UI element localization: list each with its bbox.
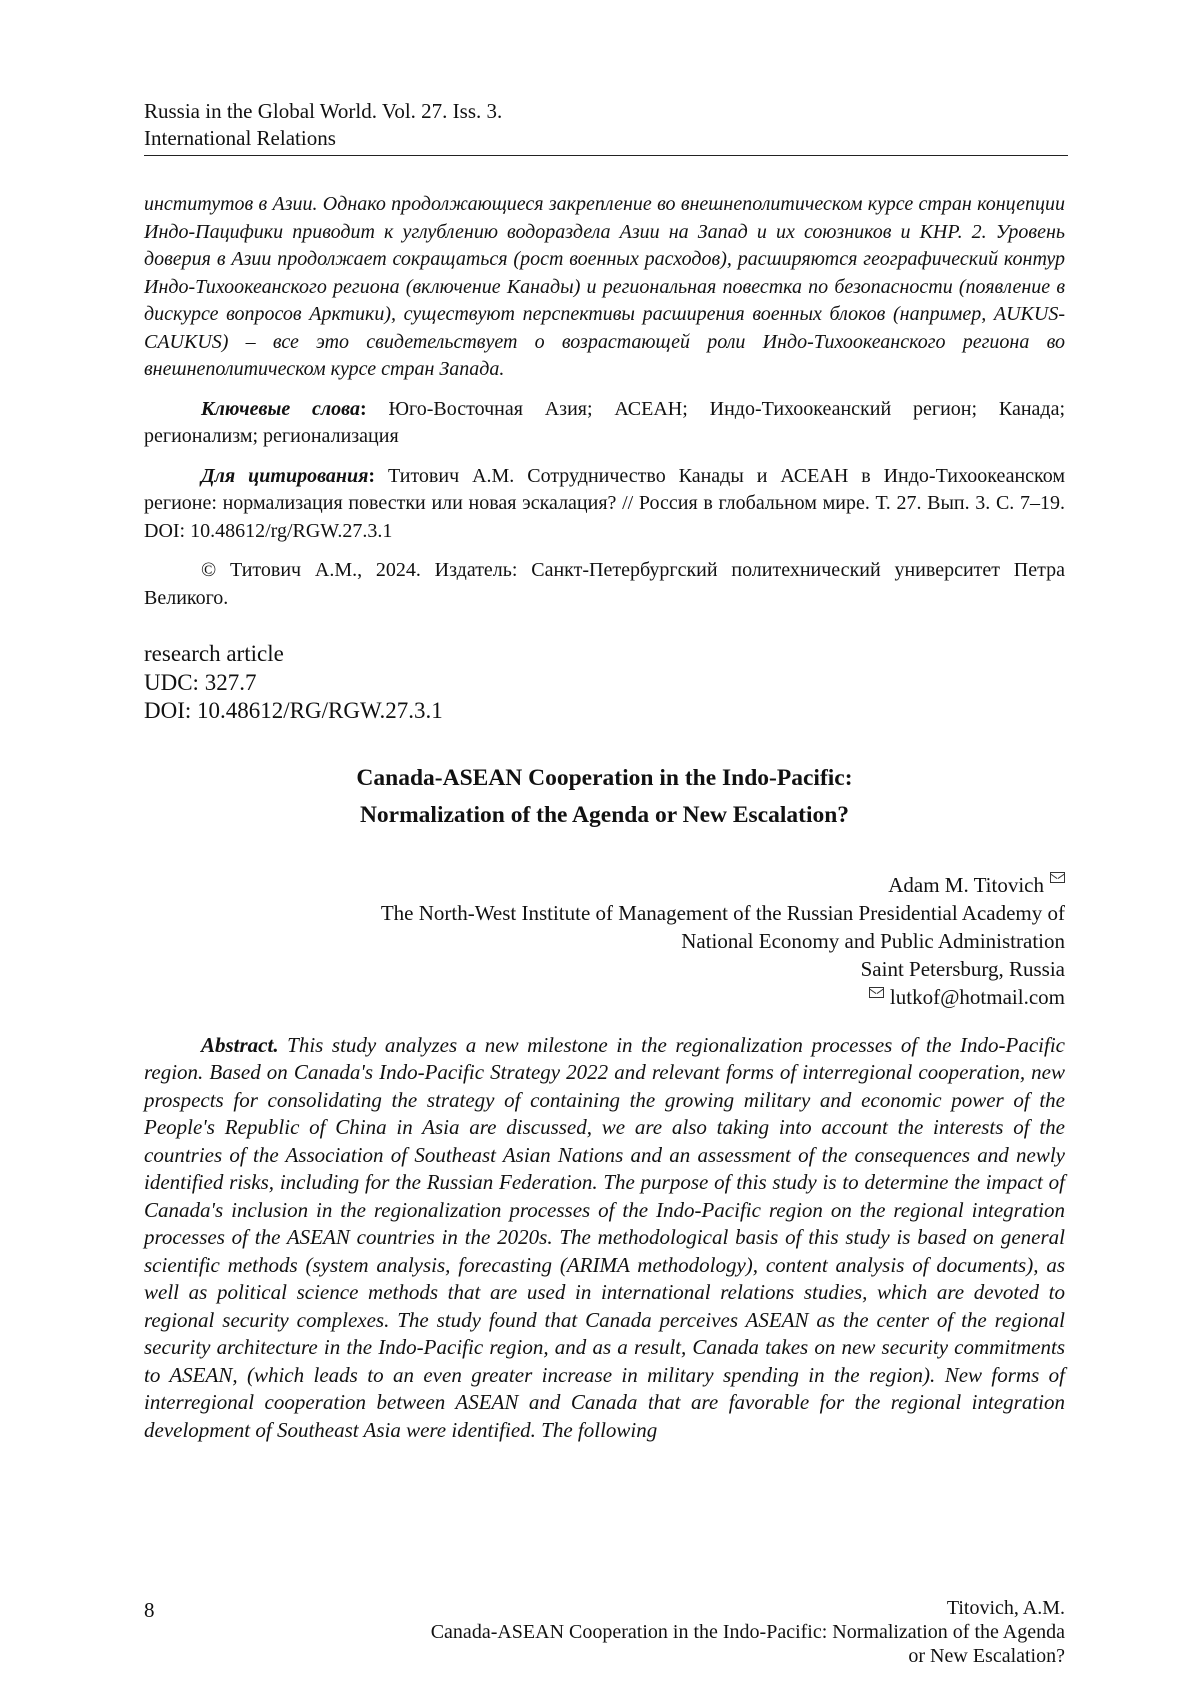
running-header — [144, 98, 1068, 156]
title-line-1: Canada-ASEAN Cooperation in the Indo-Pacific: — [356, 764, 853, 791]
page-number: 8 — [144, 1598, 155, 1622]
page-content — [144, 191, 1065, 1444]
russian-abstract-tail: институтов в Азии. Однако продолжающиеся закрепление во внешнеполитическом курсе стран концепции Индо-Пацифики приводит к углублению водораздела Азии на Запад и их союзников и КНР. 2. Уровень доверия в Азии продолжает сокращаться (рост военных расходов), расширяются географический контур Индо-Тихоокеанского региона (включение Канады) и региональная повестка по безопасности (появление в дискурсе вопросов Арктики), существуют перспективы расширения военных блоков (например, AUKUS-CAUKUS) – все это свидетельствует о возрастающей роли Индо-Тихоокеанского региона во внешнеполитическом курсе стран Запада. — [144, 193, 1065, 380]
footer-title-line-2: or New Escalation? — [908, 1645, 1065, 1667]
russian-keywords — [144, 396, 1065, 451]
running-footer — [144, 1596, 1065, 1668]
russian-copyright: © Титович А.М., 2024. Издатель: Санкт-Петербургский политехнический университет Петра Великого. — [144, 559, 1065, 609]
author-name: Adam M. Titovich — [888, 872, 1044, 897]
envelope-icon — [869, 987, 884, 998]
abstract-label: Abstract. — [201, 1032, 279, 1057]
author-block — [144, 871, 1065, 1011]
citation-label: Для цитирования — [201, 464, 369, 487]
article-title — [144, 760, 1065, 834]
author-affiliation-2: National Economy and Public Administration — [681, 928, 1065, 953]
keywords-label: Ключевые слова — [201, 397, 360, 420]
english-abstract — [144, 1032, 1065, 1445]
keywords-colon: : — [360, 397, 367, 420]
footer-author: Titovich, A.M. — [946, 1597, 1065, 1619]
envelope-icon — [1050, 872, 1065, 883]
article-type: research article — [144, 641, 284, 666]
journal-name: Russia in the Global World. Vol. 27. Iss. 3. — [144, 99, 503, 123]
article-meta — [144, 640, 1065, 726]
title-line-2: Normalization of the Agenda or New Escalation? — [359, 801, 850, 828]
citation-colon: : — [368, 464, 376, 487]
keywords-text: Юго-Восточная Азия; АСЕАН; Индо-Тихоокеанский регион; Канада; регионализм; регионализация — [144, 397, 1066, 447]
author-location: Saint Petersburg, Russia — [860, 956, 1065, 981]
author-affiliation-1: The North-West Institute of Management of the Russian Presidential Academy of — [380, 900, 1065, 925]
russian-citation — [144, 463, 1065, 546]
author-email[interactable]: lutkof@hotmail.com — [889, 984, 1065, 1009]
article-doi: DOI: 10.48612/RG/RGW.27.3.1 — [144, 698, 443, 723]
abstract-text: This study analyzes a new milestone in the regionalization processes of the Indo-Pacific region. Based on Canada's Indo-Pacific Strategy 2022 and relevant forms of interregional cooperation, new prospects for consolidating the strategy of containing the growing military and economic power of the People's Republic of China in Asia are discussed, we are also taking into account the interests of the countries of the Association of Southeast Asian Nations and an assessment of the consequences and newly identified risks, including for the Russian Federation. The purpose of this study is to determine the impact of Canada's inclusion in the regionalization processes of the Indo-Pacific region on the regional integration processes of the ASEAN countries in the 2020s. The methodological basis of this study is based on general scientific methods (system analysis, forecasting (ARIMA methodology), content analysis of documents), as well as political science methods that are used in international relations studies, which are devoted to regional security complexes. The study found that Canada perceives ASEAN as the center of the regional security architecture in the Indo-Pacific region, and as a result, Canada takes on new security commitments to ASEAN, (which leads to an even greater increase in military spending in the region). New forms of interregional cooperation between ASEAN and Canada that are favorable for the regional integration development of Southeast Asia were identified. The following — [144, 1032, 1065, 1442]
footer-title-line-1: Canada-ASEAN Cooperation in the Indo-Pacific: Normalization of the Agenda — [430, 1621, 1065, 1643]
journal-section: International Relations — [144, 126, 336, 150]
article-udc: UDC: 327.7 — [144, 669, 257, 695]
citation-text: Титович А.М. Сотрудничество Канады и АСЕАН в Индо-Тихоокеанском регионе: нормализация повестки или новая эскалация? // Россия в глобальном мире. Т. 27. Вып. 3. С. 7–19. DOI: 10.48612/rg/RGW.27.3.1 — [144, 464, 1065, 542]
